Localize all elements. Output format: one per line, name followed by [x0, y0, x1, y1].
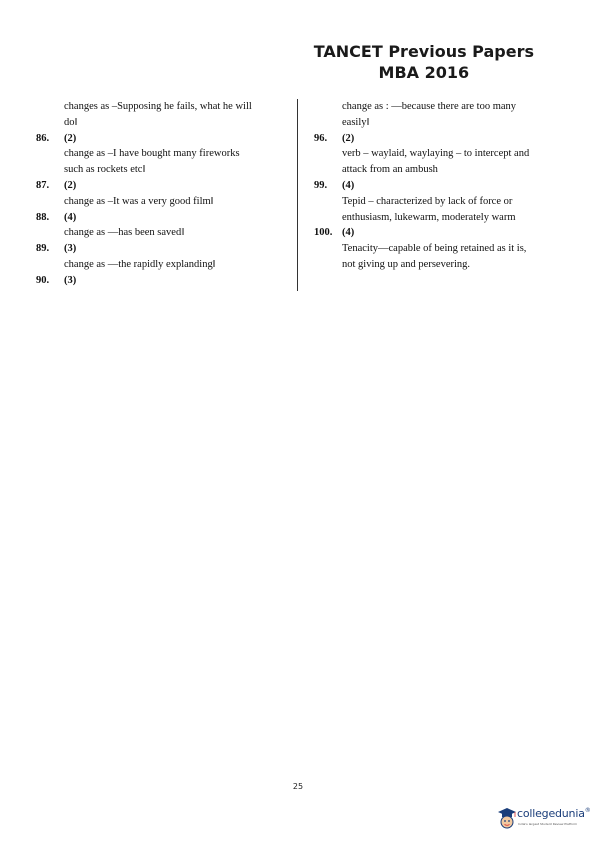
explanation-line: change as —has been saved‖: [64, 227, 185, 239]
explanation-line: change as –I have bought many fireworks: [64, 148, 240, 160]
explanation-line: change as —the rapidly explanding‖: [64, 258, 216, 270]
answer-option: (4): [64, 211, 77, 223]
question-number: 86.: [36, 132, 50, 144]
question-answer-line: [36, 178, 288, 194]
explanation-line: change as –It was a very good film‖: [64, 195, 214, 207]
question-number: 100.: [314, 227, 333, 239]
explanation-line: Tenacity—capable of being retained as it is,: [342, 243, 527, 255]
question-number: 96.: [314, 132, 328, 144]
answer-option: (4): [342, 179, 355, 191]
explanation-line: verb – waylaid, waylaying – to intercept and: [342, 148, 530, 160]
answer-option: (4): [342, 227, 355, 239]
question-number: 99.: [314, 179, 328, 191]
explanation-line: not giving up and persevering.: [342, 258, 471, 270]
question-answer-line: [314, 225, 564, 241]
question-number: 87.: [36, 179, 50, 191]
page-number: 25: [292, 782, 304, 791]
explanation-line: easily‖: [342, 116, 370, 128]
page-header: [314, 41, 534, 83]
question-number: 88.: [36, 211, 50, 223]
question-answer-line: [36, 241, 288, 257]
answer-option: (2): [342, 132, 355, 144]
explanation-line: changes as –Supposing he fails, what he will: [64, 101, 252, 112]
question-answer-line: [314, 131, 564, 147]
answer-option: (2): [64, 132, 77, 144]
left-column: [36, 99, 288, 289]
answer-option: (3): [64, 243, 77, 255]
collegedunia-logo: [497, 804, 589, 832]
column-divider: [297, 99, 298, 291]
answer-option: (2): [64, 179, 77, 191]
explanation-line: Tepid – characterized by lack of force or: [342, 195, 513, 207]
answer-option: (3): [64, 274, 77, 286]
logo-tagline: India's largest Student Review Platform: [518, 822, 578, 826]
header-subtitle: MBA 2016: [378, 63, 470, 82]
question-answer-line: [314, 178, 564, 194]
logo-wordmark: collegedunia®: [517, 807, 591, 820]
explanation-line: change as : —because there are too many: [342, 101, 517, 112]
question-answer-line: [36, 273, 288, 289]
graduate-cap-icon: [497, 806, 517, 830]
question-answer-line: [36, 131, 288, 147]
explanation-line: such as rockets etc‖: [64, 164, 146, 176]
explanation-line: do‖: [64, 116, 78, 128]
registered-mark: ®: [584, 807, 591, 814]
explanation-line: enthusiasm, lukewarm, moderately warm: [342, 211, 516, 223]
header-title: TANCET Previous Papers: [313, 42, 534, 61]
explanation-line: attack from an ambush: [342, 164, 438, 176]
question-number: 89.: [36, 243, 50, 255]
question-answer-line: [36, 210, 288, 226]
question-number: 90.: [36, 274, 50, 286]
right-column: [314, 99, 564, 273]
